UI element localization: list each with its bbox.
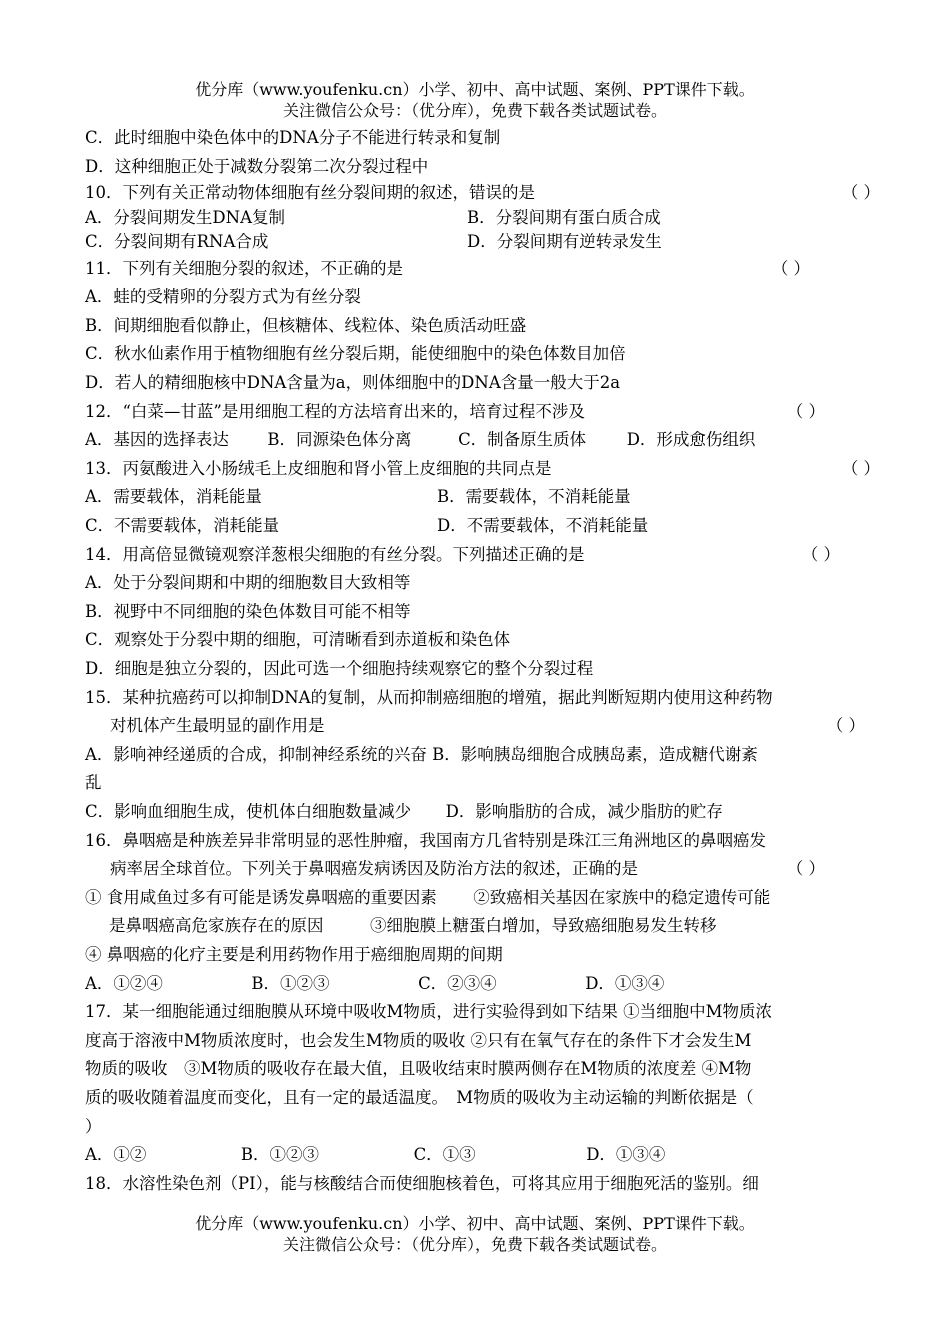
q10-option-c: C．分裂间期有RNA合成 bbox=[85, 232, 269, 252]
q11-stem-text: 11．下列有关细胞分裂的叙述，不正确的是 bbox=[85, 258, 403, 278]
q9-option-d: D．这种细胞正处于减数分裂第二次分裂过程中 bbox=[85, 156, 429, 176]
q11-stem bbox=[85, 255, 880, 284]
q11-option-b: B．间期细胞看似静止，但核糖体、线粒体、染色质活动旺盛 bbox=[85, 315, 527, 335]
q13-options-ab bbox=[85, 483, 880, 512]
q15-option-c: C．影响血细胞生成，使机体白细胞数量减少 bbox=[85, 801, 412, 821]
q10-stem bbox=[85, 181, 880, 206]
q13-options-cd bbox=[85, 512, 880, 541]
page-footer bbox=[0, 1213, 950, 1255]
q12-option-a: A．基因的选择表达 bbox=[85, 430, 229, 450]
q9-option-c: C．此时细胞中染色体中的DNA分子不能进行转录和复制 bbox=[85, 128, 501, 147]
q10-stem-text: 10．下列有关正常动物体细胞有丝分裂间期的叙述，错误的是 bbox=[85, 183, 535, 203]
q12-stem-text: 12．“白菜—甘蓝”是用细胞工程的方法培育出来的，培育过程不涉及 bbox=[85, 401, 585, 421]
q14-option-d: D．细胞是独立分裂的，因此可选一个细胞持续观察它的整个分裂过程 bbox=[85, 659, 594, 678]
q13-stem bbox=[85, 455, 880, 484]
q16-statement-3: ③细胞膜上糖蛋白增加，导致癌细胞易发生转移 bbox=[370, 916, 717, 936]
q17-option-a: A．①② bbox=[85, 1145, 147, 1165]
q14-stem bbox=[85, 541, 880, 570]
q17-line-2: 度高于溶液中M物质浓度时，也会发生M物质的吸收 ②只有在氧气存在的条件下才会发生M bbox=[85, 1030, 752, 1050]
q17-option-b: B．①②③ bbox=[240, 1145, 320, 1165]
q11-option-d: D．若人的精细胞核中DNA含量为a，则体细胞中的DNA含量一般大于2a bbox=[85, 373, 621, 393]
q15-options-cd bbox=[85, 798, 880, 827]
q14-option-a: A．处于分裂间期和中期的细胞数目大致相等 bbox=[85, 573, 411, 593]
q17-option-d: D．①③④ bbox=[586, 1145, 666, 1165]
q12-stem bbox=[85, 398, 880, 427]
q16-options bbox=[85, 970, 880, 999]
q16-statement-1: ① 食用咸鱼过多有可能是诱发鼻咽癌的重要因素 bbox=[85, 887, 437, 907]
q16-option-b: B．①②③ bbox=[251, 973, 330, 993]
q15-stem-text: 对机体产生最明显的副作用是 bbox=[110, 716, 325, 736]
q16-answer-paren: （ ） bbox=[786, 859, 825, 879]
footer-line-2: 关注微信公众号：（优分库），免费下载各类试题试卷。 bbox=[282, 1235, 667, 1254]
q10-options-cd bbox=[85, 230, 880, 255]
q14-stem-text: 14．用高倍显微镜观察洋葱根尖细胞的有丝分裂。下列描述正确的是 bbox=[85, 544, 585, 564]
footer-line-1: 优分库（www.youfenku.cn）小学、初中、高中试题、案例、PPT课件下载。 bbox=[195, 1214, 755, 1233]
q16-stem-line-2 bbox=[85, 855, 880, 884]
q10-options-ab bbox=[85, 206, 880, 231]
q11-option-c: C．秋水仙素作用于植物细胞有丝分裂后期，能使细胞中的染色体数目加倍 bbox=[85, 344, 626, 364]
q13-option-c: C．不需要载体，消耗能量 bbox=[85, 516, 280, 536]
header-line-1: 优分库（www.youfenku.cn）小学、初中、高中试题、案例、PPT课件下载。 bbox=[195, 80, 755, 99]
q13-stem-text: 13．丙氨酸进入小肠绒毛上皮细胞和肾小管上皮细胞的共同点是 bbox=[85, 458, 552, 478]
q12-answer-paren: （ ） bbox=[786, 401, 825, 421]
q12-option-d: D．形成愈伤组织 bbox=[626, 430, 756, 450]
q12-option-b: B．同源染色体分离 bbox=[267, 430, 412, 450]
question-content bbox=[85, 124, 880, 1198]
q16-statement-4: ④ 鼻咽癌的化疗主要是利用药物作用于癌细胞周期的间期 bbox=[85, 944, 503, 964]
q17-line-1: 17．某一细胞能通过细胞膜从环境中吸收M物质，进行实验得到如下结果 ①当细胞中M物质浓 bbox=[85, 1002, 773, 1022]
q16-statements-line-1 bbox=[85, 884, 880, 913]
q16-statement-2-cont: 是鼻咽癌高危家族存在的原因 bbox=[109, 916, 324, 936]
q16-statement-2: ②致癌相关基因在家族中的稳定遗传可能 bbox=[473, 887, 771, 907]
q16-option-c: C．②③④ bbox=[418, 973, 497, 993]
q14-option-c: C．观察处于分裂中期的细胞，可清晰看到赤道板和染色体 bbox=[85, 630, 511, 650]
q11-answer-paren: （ ） bbox=[771, 258, 810, 278]
q16-option-a: A．①②④ bbox=[85, 973, 163, 993]
q15-stem-line-2 bbox=[85, 712, 880, 741]
q18-line-1: 18．水溶性染色剂（PI），能与核酸结合而使细胞核着色，可将其应用于细胞死活的鉴别。细 bbox=[85, 1173, 759, 1193]
q17-line-4: 质的吸收随着温度而变化，且有一定的最适温度。 M物质的吸收为主动运输的判断依据是（ bbox=[85, 1087, 754, 1107]
page-header bbox=[0, 79, 950, 121]
q13-answer-paren: （ ） bbox=[841, 458, 880, 478]
q10-option-d: D．分裂间期有逆转录发生 bbox=[467, 232, 662, 252]
q16-stem-line-1: 16．鼻咽癌是种族差异非常明显的恶性肿瘤，我国南方几省特别是珠江三角洲地区的鼻咽癌发 bbox=[85, 830, 766, 850]
q10-option-b: B．分裂间期有蛋白质合成 bbox=[467, 207, 661, 227]
q11-option-a: A．蛙的受精卵的分裂方式为有丝分裂 bbox=[85, 287, 361, 307]
q15-options-ab-line-2: 乱 bbox=[85, 773, 102, 793]
q16-statements-line-2 bbox=[85, 912, 880, 941]
q15-option-d: D．影响脂肪的合成，减少脂肪的贮存 bbox=[445, 801, 723, 821]
q17-options bbox=[85, 1141, 880, 1170]
q15-answer-paren: （ ） bbox=[826, 716, 865, 736]
q16-option-d: D．①③④ bbox=[585, 973, 665, 993]
header-line-2: 关注微信公众号：（优分库），免费下载各类试题试卷。 bbox=[282, 101, 667, 120]
q13-option-b: B．需要载体，不消耗能量 bbox=[437, 487, 631, 507]
q10-option-a: A．分裂间期发生DNA复制 bbox=[85, 207, 285, 227]
q12-option-c: C．制备原生质体 bbox=[458, 430, 587, 450]
q16-stem-text: 病率居全球首位。下列关于鼻咽癌发病诱因及防治方法的叙述，正确的是 bbox=[110, 859, 638, 879]
q13-option-d: D．不需要载体，不消耗能量 bbox=[437, 516, 649, 536]
q14-option-b: B．视野中不同细胞的染色体数目可能不相等 bbox=[85, 601, 411, 621]
q12-options bbox=[85, 426, 880, 455]
q17-line-5: ） bbox=[85, 1116, 102, 1136]
q15-stem-line-1: 15．某种抗癌药可以抑制DNA的复制，从而抑制癌细胞的增殖，据此判断短期内使用这种药物 bbox=[85, 687, 773, 707]
q10-answer-paren: （ ） bbox=[841, 183, 880, 203]
q15-options-ab-line-1: A．影响神经递质的合成，抑制神经系统的兴奋 B．影响胰岛细胞合成胰岛素，造成糖代谢紊 bbox=[85, 744, 758, 764]
q17-line-3: 物质的吸收 ③M物质的吸收存在最大值，且吸收结束时膜两侧存在M物质的浓度差 ④M物 bbox=[85, 1059, 752, 1079]
q14-answer-paren: （ ） bbox=[801, 544, 840, 564]
q13-option-a: A．需要载体，消耗能量 bbox=[85, 487, 262, 507]
q17-option-c: C．①③ bbox=[413, 1145, 476, 1165]
